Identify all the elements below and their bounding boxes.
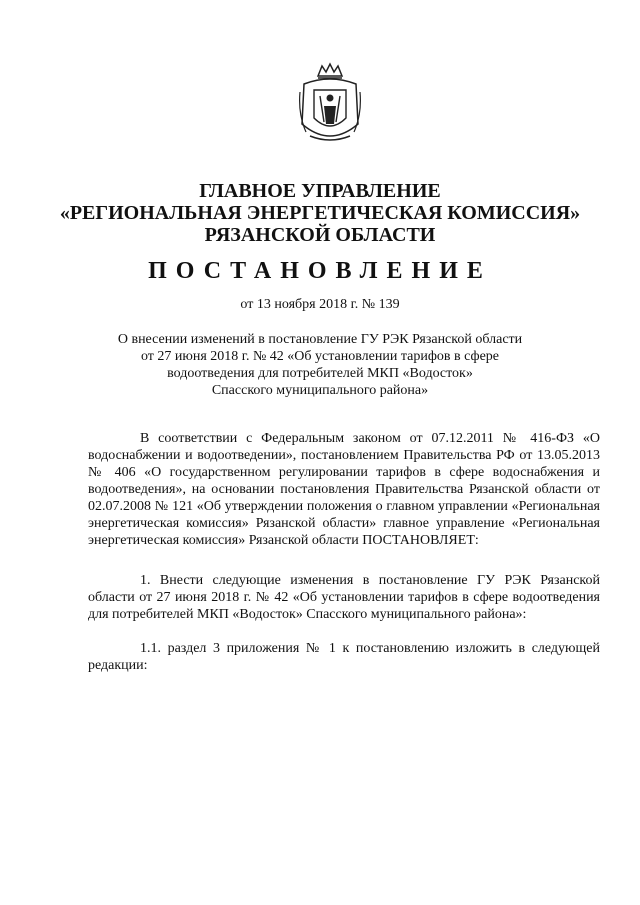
item-1-paragraph: 1. Внести следующие изменения в постановление ГУ РЭК Рязанской области от 27 июня 2018 г. № 42 «Об установлении тарифов в сфере водоотведения для потребителей МКП «Водосток» Спасского муниципального района»: xyxy=(88,573,600,622)
item-1-1-paragraph: 1.1. раздел 3 приложения № 1 к постановлению изложить в следующей редакции: xyxy=(88,641,600,673)
header-line-3: РЯЗАНСКОЙ ОБЛАСТИ xyxy=(204,224,436,246)
header-line-2: «РЕГИОНАЛЬНАЯ ЭНЕРГЕТИЧЕСКАЯ КОМИССИЯ» xyxy=(59,202,581,224)
subject-line-2: от 27 июня 2018 г. № 42 «Об установлении тарифов в сфере xyxy=(140,349,500,364)
document-subject xyxy=(110,331,530,399)
subject-line-3: водоотведения для потребителей МКП «Водосток» xyxy=(167,366,473,381)
coat-of-arms-icon xyxy=(296,62,364,148)
document-type-title: ПОСТАНОВЛЕНИЕ xyxy=(148,258,492,284)
subject-line-4: Спасского муниципального района» xyxy=(211,383,429,398)
subject-line-1: О внесении изменений в постановление ГУ РЭК Рязанской области xyxy=(117,332,523,347)
document-date-number: от 13 ноября 2018 г. № 139 xyxy=(240,297,400,312)
preamble-paragraph: В соответствии с Федеральным законом от 07.12.2011 № 416-ФЗ «О водоснабжении и водоотведении», постановлением Правительства РФ от 13.05.2013 № 406 «О государственном регулировании тарифов в сфере водоснабжения и водоотведения», на основании постановления Правительства Рязанской области от 02.07.2008 № 121 «Об утверждении положения о главном управлении «Региональная энергетическая комиссия» Рязанской области» главное управление «Региональная энергетическая комиссия» Рязанской области ПОСТАНОВЛЯЕТ: xyxy=(88,431,600,548)
issuing-authority-header xyxy=(40,180,600,246)
header-line-1: ГЛАВНОЕ УПРАВЛЕНИЕ xyxy=(199,180,441,202)
